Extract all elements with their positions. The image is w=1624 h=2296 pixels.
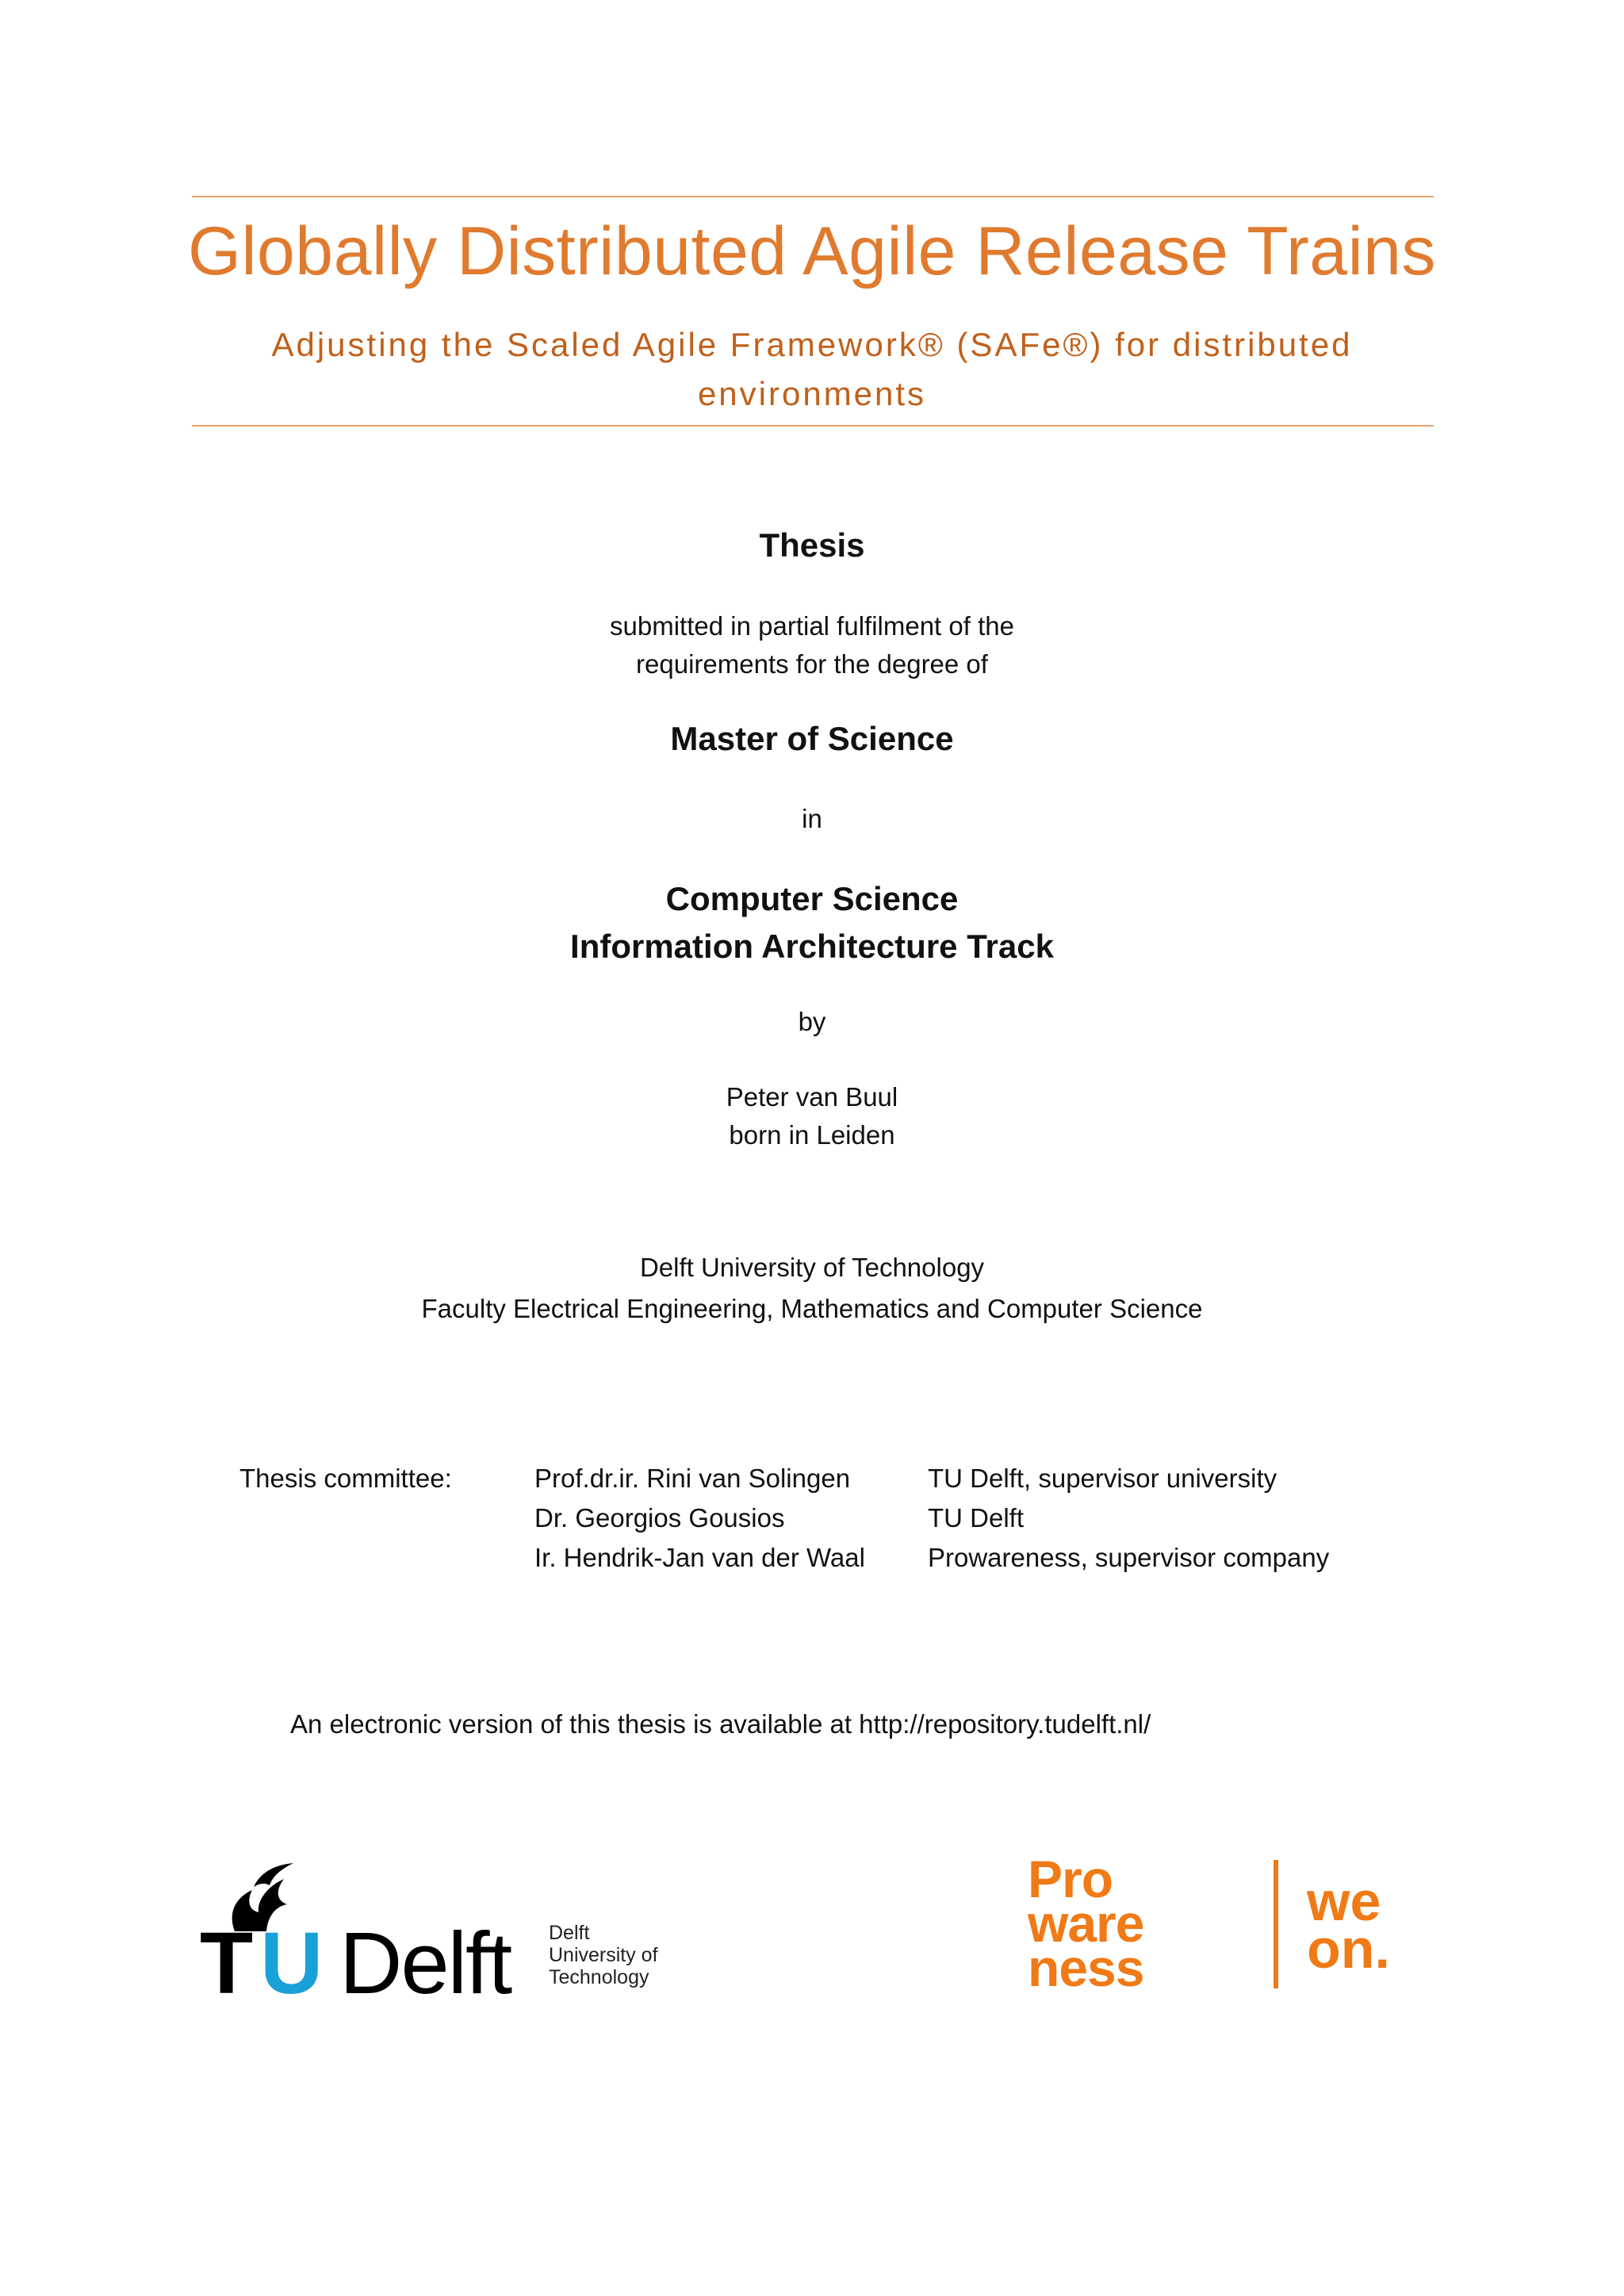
author-block	[0, 1078, 1624, 1154]
subtitle-line-1: Adjusting the Scaled Agile Framework® (SAFe®) for distributed	[271, 326, 1353, 363]
submitted-line-1: submitted in partial fulfilment of the	[610, 611, 1014, 641]
thesis-label: Thesis	[759, 526, 865, 564]
committee-label-text: Thesis committee:	[239, 1464, 452, 1493]
tudelft-small-line-3: Technology	[549, 1966, 649, 1988]
university-name: Delft University of Technology	[639, 1253, 985, 1282]
tudelft-wordmark: Delft	[339, 1915, 511, 2012]
tudelft-u: U	[260, 1915, 324, 2012]
prowareness-on: on.	[1307, 1918, 1390, 1980]
field-line-1: Computer Science	[665, 880, 959, 917]
field-of-study	[0, 875, 1624, 970]
degree-name: Master of Science	[670, 720, 954, 757]
tudelft-small-line-2: University of	[549, 1944, 658, 1966]
institution-block	[0, 1247, 1624, 1330]
top-rule	[192, 196, 1434, 197]
thesis-subtitle	[0, 320, 1624, 419]
committee-roles	[928, 1459, 1329, 1578]
committee-member-name: Dr. Georgios Gousios	[534, 1503, 785, 1533]
prowareness-logo	[1028, 1850, 1440, 1998]
electronic-version-note: An electronic version of this thesis is available at http://repository.tudelft.nl/	[290, 1709, 1151, 1739]
tudelft-logo	[200, 1855, 691, 2012]
prowareness-line-1: Pro	[1028, 1850, 1113, 1908]
prowareness-tagline	[1307, 1870, 1390, 1980]
tudelft-small-text	[549, 1922, 658, 1988]
committee-member-name: Ir. Hendrik-Jan van der Waal	[534, 1543, 865, 1572]
submitted-line-2: requirements for the degree of	[636, 649, 988, 679]
committee-member-role: Prowareness, supervisor company	[928, 1543, 1330, 1572]
bottom-rule	[192, 425, 1434, 427]
field-line-2: Information Architecture Track	[570, 928, 1054, 965]
by-word: by	[798, 1007, 826, 1036]
committee-names	[534, 1459, 865, 1578]
tudelft-small-line-1: Delft	[549, 1922, 590, 1944]
author-birthplace: born in Leiden	[729, 1120, 895, 1150]
prowareness-we: we	[1307, 1870, 1381, 1932]
committee-member-role: TU Delft	[928, 1503, 1025, 1533]
prowareness-wordmark	[1028, 1850, 1144, 1997]
author-name: Peter van Buul	[726, 1082, 898, 1112]
committee-member-role: TU Delft, supervisor university	[928, 1464, 1277, 1493]
faculty-name: Faculty Electrical Engineering, Mathematics and Computer Science	[421, 1294, 1203, 1323]
in-word: in	[802, 804, 822, 833]
committee-label	[239, 1459, 452, 1498]
submitted-statement	[0, 607, 1624, 683]
subtitle-line-2: environments	[697, 375, 927, 412]
prowareness-line-3: ness	[1028, 1938, 1144, 1997]
committee-member-name: Prof.dr.ir. Rini van Solingen	[534, 1464, 851, 1493]
tudelft-t: T	[200, 1915, 254, 2012]
prowareness-line-2: ware	[1028, 1894, 1144, 1953]
prowareness-divider	[1274, 1860, 1278, 1988]
thesis-title: Globally Distributed Agile Release Trains	[187, 213, 1437, 289]
